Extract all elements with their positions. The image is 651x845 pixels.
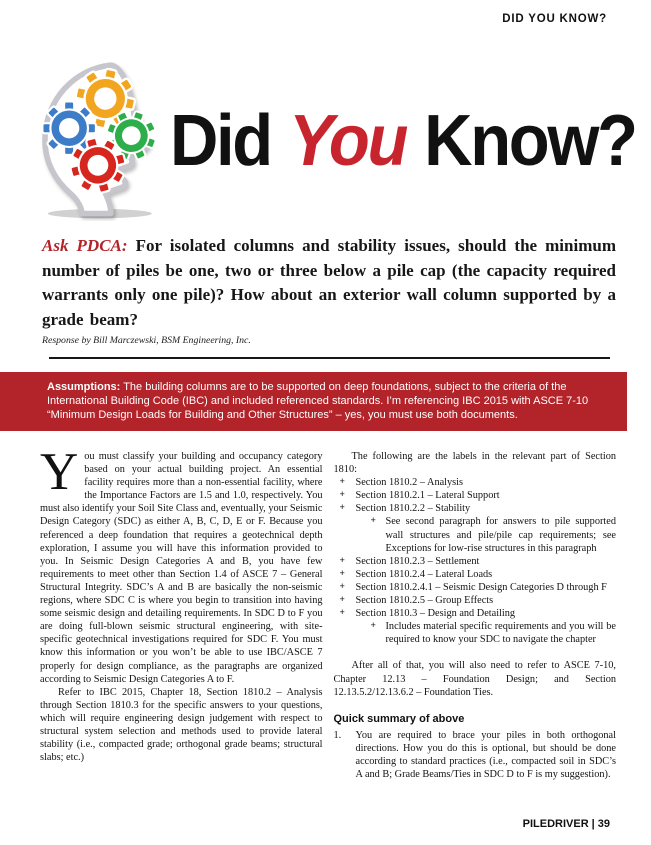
divider-line	[49, 357, 610, 359]
left-paragraph-1-text: ou must classify your building and occupancy category based on your actual building project. An essential facility requires more than a non-essential facility, where the Importance Factors are 1.5 and 1.0, respectively. You must also identify your Soil Site Class and, eventually, your Seismic Design Category (SDC) as either A, B, C, D, E or F. Because you referenced a deep foundation that requires a geotechnical depth exploration, I assume you will have this information provided to you. In Seismic Design Categories A and B, you have few requirements to meet other than Section 1.4 of ASCE 7 – General Structural Integrity. SDC’s A and B are basically the non-seismic regions, where SDC C is where you begin to transition into having some seismic design and detailing requirements. In SDC D to F you are doing full-blown seismic structural engineering, with site-specific geotechnical investigations required for SDC F. You must know this information or you won’t be able to use IBC/ASCE 7 properly for design compliance, as the paragraphs are organized according to Seismic Design Categories A to F.	[40, 451, 323, 685]
byline: Response by Bill Marczewski, BSM Engineering, Inc.	[42, 335, 251, 346]
title-you: You	[289, 101, 407, 181]
section-list	[334, 476, 617, 646]
summary-heading: Quick summary of above	[333, 712, 465, 725]
section-list-item	[334, 489, 617, 502]
plus-bullet-icon: +	[339, 555, 345, 566]
list-item-text: Section 1810.2.1 – Lateral Support	[355, 490, 500, 502]
section-sub-item	[334, 515, 617, 554]
list-item-text: Section 1810.2.3 – Settlement	[355, 555, 480, 567]
list-item-text: Section 1810.2.5 – Group Effects	[355, 595, 494, 607]
page-footer	[523, 818, 610, 830]
section-list-item	[334, 607, 617, 620]
assumptions-label: Assumptions:	[47, 381, 121, 393]
assumptions-paragraph	[47, 380, 603, 423]
list-item-text: Section 1810.2.4.1 – Seismic Design Categories D through F	[355, 581, 607, 593]
list-item-text: Section 1810.2 – Analysis	[355, 477, 464, 489]
summary-item-number: 1.	[333, 729, 342, 741]
section-sub-item	[334, 620, 617, 646]
after-paragraph: After all of that, you will also need to refer to ASCE 7-10, Chapter 12.13 – Foundation Design; and Section 12.13.5.2/12.13.6.2 – Foundation Ties.	[333, 660, 616, 698]
section-list-item	[334, 502, 617, 515]
summary-item-text: You are required to brace your piles in both orthogonal directions. How you do this is optional, but should be done according to standard practices (i.e., compacted soil in SDC’s A and B; Grade Beams/Ties in SDC D to F is my suggestion).	[355, 729, 616, 781]
plus-bullet-icon: +	[339, 568, 345, 579]
assumptions-banner	[0, 372, 627, 431]
question-text: For isolated columns and stability issues, should the minimum number of piles be one, two or three below a pile cap (the capacity required warrants only one pile)? How about an exterior wall column supported by a grade beam?	[42, 236, 616, 329]
left-paragraph-1	[40, 443, 323, 686]
summary-item	[334, 729, 617, 781]
title-did: Did	[170, 101, 288, 181]
list-item-text: See second paragraph for answers to pile supported wall structures and pile/pile cap requirements; see Exceptions for low-rise structures in this paragraph	[385, 516, 616, 554]
list-item-text: Section 1810.2.4 – Lateral Loads	[355, 568, 493, 580]
summary-list	[334, 729, 617, 781]
footer-magazine-name: PILEDRIVER	[522, 818, 589, 830]
head-gears-icon	[26, 54, 168, 221]
left-paragraph-2: Refer to IBC 2015, Chapter 18, Section 1810.2 – Analysis through Section 1810.3 for the specific answers to your questions, which will require engineering design judgement with respect to structural system selection and methods used to provide lateral stability (i.e., compacted grade; orthogonal grade beams; structural slabs; etc.)	[40, 686, 323, 764]
section-list-intro: The following are the labels in the relevant part of Section 1810:	[333, 451, 616, 476]
head-gears-logo	[26, 54, 168, 221]
plus-bullet-icon: +	[339, 581, 345, 592]
plus-bullet-icon: +	[339, 608, 345, 619]
left-column	[40, 443, 323, 781]
question-paragraph	[42, 234, 616, 332]
list-item-text: Includes material specific requirements and you will be required to know your SDC to navigate the chapter	[385, 621, 616, 646]
ask-pdca-label: Ask PDCA:	[42, 236, 128, 255]
section-list-item	[334, 555, 617, 568]
drop-cap: Y	[40, 443, 79, 501]
section-list-item	[334, 568, 617, 581]
plus-bullet-icon: +	[339, 477, 345, 488]
right-column	[334, 450, 617, 781]
question-block	[42, 234, 616, 346]
page-title	[170, 100, 636, 182]
title-know: Know?	[407, 101, 636, 181]
footer-separator: |	[591, 818, 595, 830]
assumptions-text: The building columns are to be supported on deep foundations, subject to the criteria of the International Building Code (IBC) and included referenced standards. I’m referencing IBC 2015 with ASCE 7-10 “Minimum Design Loads for Building and Other Structures” – yes, you must use both documents.	[47, 381, 589, 422]
list-item-text: Section 1810.2.2 – Stability	[355, 503, 471, 515]
plus-bullet-icon: +	[339, 595, 345, 606]
running-header: DID YOU KNOW?	[502, 13, 607, 25]
section-list-item	[334, 594, 617, 607]
footer-page-number: 39	[597, 818, 610, 830]
section-list-item	[334, 476, 617, 489]
body-columns	[40, 443, 616, 781]
list-item-text: Section 1810.3 – Design and Detailing	[355, 608, 516, 620]
section-list-item	[334, 581, 617, 594]
plus-bullet-icon: +	[339, 490, 345, 501]
plus-bullet-icon: +	[370, 621, 376, 632]
plus-bullet-icon: +	[370, 516, 376, 527]
plus-bullet-icon: +	[339, 503, 345, 514]
